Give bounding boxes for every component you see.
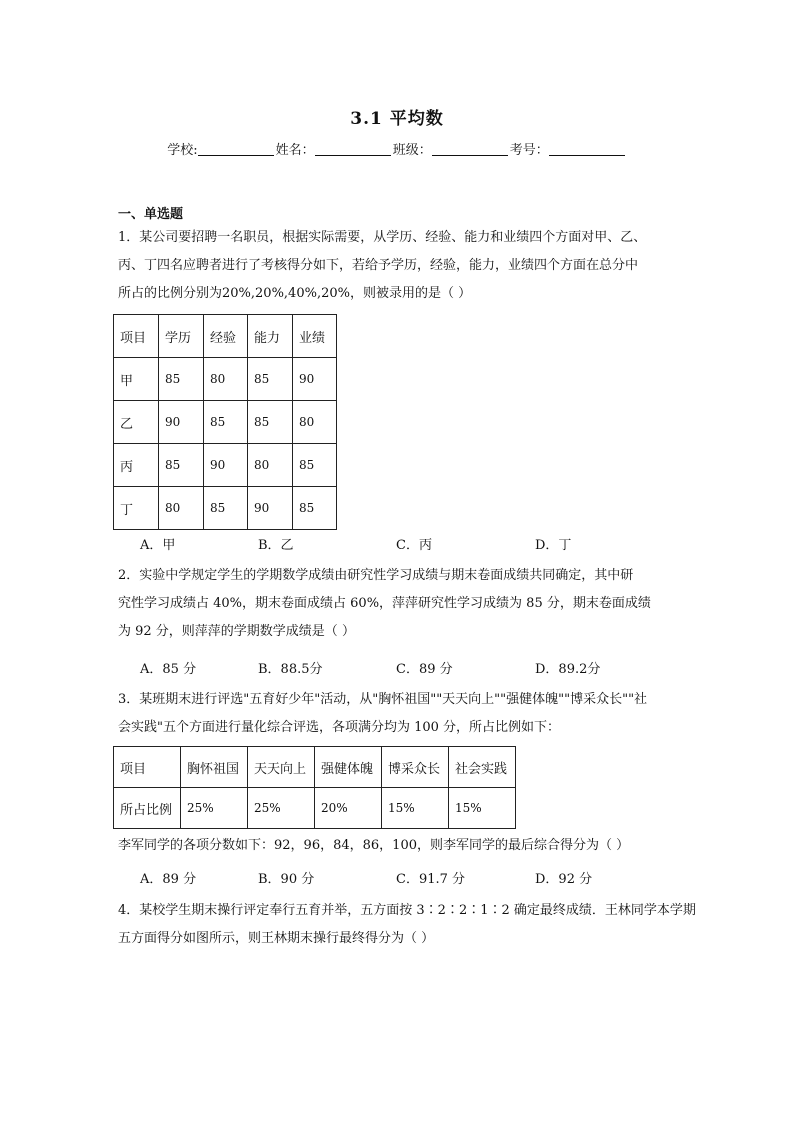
- table-cell: 乙: [114, 401, 159, 444]
- table-cell: 25%: [248, 788, 315, 829]
- table-header-cell: 经验: [204, 315, 248, 358]
- table-header-cell: 项目: [114, 315, 159, 358]
- table-cell: 85: [204, 401, 248, 444]
- table-cell: 90: [159, 401, 204, 444]
- table-cell: 80: [293, 401, 337, 444]
- question-line: 会实践"五个方面进行量化综合评选，各项满分均为 100 分，所占比例如下：: [118, 720, 561, 735]
- table-header-cell: 能力: [248, 315, 293, 358]
- table-row: [114, 444, 337, 487]
- question-2-text: [118, 562, 678, 646]
- class-label: 班级：: [392, 143, 432, 158]
- table-header-row: [114, 747, 516, 788]
- table-cell: 85: [248, 358, 293, 401]
- option-c[interactable]: C．89 分: [396, 662, 453, 677]
- table-cell: 85: [159, 444, 204, 487]
- option-d[interactable]: D．丁: [535, 538, 572, 553]
- table-cell: 所占比例: [114, 788, 181, 829]
- option-a[interactable]: A．89 分: [140, 872, 197, 887]
- exam-no-label: 考号：: [509, 143, 549, 158]
- question-2-options: [140, 658, 680, 678]
- question-line: 3．某班期末进行评选"五育好少年"活动，从"胸怀祖国""天天向上""强健体魄""博采众长""社: [118, 692, 648, 707]
- option-c[interactable]: C．91.7 分: [396, 872, 466, 887]
- table-cell: 85: [248, 401, 293, 444]
- option-a[interactable]: A．85 分: [140, 662, 197, 677]
- question-line: 为 92 分，则萍萍的学期数学成绩是（ ）: [118, 624, 355, 639]
- table-cell: 85: [159, 358, 204, 401]
- table-cell: 80: [204, 358, 248, 401]
- table-cell: 85: [204, 487, 248, 530]
- option-c[interactable]: C．丙: [396, 538, 432, 553]
- table-header-row: [114, 315, 337, 358]
- table-cell: 90: [204, 444, 248, 487]
- table-cell: 80: [248, 444, 293, 487]
- question-4-text: [118, 897, 696, 953]
- table-header-cell: 博采众长: [382, 747, 449, 788]
- question-line: 五方面得分如图所示，则王林期末操行最终得分为（ ）: [118, 931, 435, 946]
- table-row: [114, 487, 337, 530]
- question-3-text: [118, 686, 678, 742]
- question-line: 李军同学的各项分数如下：92，96，84，86，100，则李军同学的最后综合得分为（ ）: [118, 838, 630, 853]
- option-b[interactable]: B．90 分: [258, 872, 315, 887]
- option-b[interactable]: B．88.5分: [258, 662, 323, 677]
- table-cell: 15%: [449, 788, 516, 829]
- table-header-cell: 胸怀祖国: [181, 747, 248, 788]
- table-header-cell: 强健体魄: [315, 747, 382, 788]
- name-blank[interactable]: [315, 143, 391, 156]
- question-line: 2．实验中学规定学生的学期数学成绩由研究性学习成绩与期末卷面成绩共同确定，其中研: [118, 568, 634, 583]
- question-1-text: [118, 224, 678, 308]
- table-cell: 25%: [181, 788, 248, 829]
- question-3-table: [113, 746, 516, 829]
- option-b[interactable]: B．乙: [258, 538, 294, 553]
- table-cell: 15%: [382, 788, 449, 829]
- class-blank[interactable]: [432, 143, 508, 156]
- section-heading: 一、单选题: [118, 207, 184, 222]
- table-cell: 丙: [114, 444, 159, 487]
- school-label: 学校:: [167, 143, 198, 158]
- table-cell: 丁: [114, 487, 159, 530]
- question-1-options: [140, 534, 680, 554]
- table-header-cell: 业绩: [293, 315, 337, 358]
- page-title: 3.1 平均数: [350, 109, 444, 129]
- student-info-line: [0, 139, 794, 158]
- question-line: 究性学习成绩占 40%，期末卷面成绩占 60%，萍萍研究性学习成绩为 85 分，期末卷面成绩: [118, 596, 651, 611]
- table-header-cell: 社会实践: [449, 747, 516, 788]
- table-cell: 甲: [114, 358, 159, 401]
- table-row: [114, 788, 516, 829]
- option-d[interactable]: D．92 分: [535, 872, 593, 887]
- school-blank[interactable]: [198, 143, 274, 156]
- table-cell: 90: [248, 487, 293, 530]
- table-row: [114, 358, 337, 401]
- question-3-followup: [118, 832, 678, 860]
- option-d[interactable]: D．89.2分: [535, 662, 601, 677]
- table-header-cell: 项目: [114, 747, 181, 788]
- table-header-cell: 学历: [159, 315, 204, 358]
- table-cell: 80: [159, 487, 204, 530]
- question-line: 1．某公司要招聘一名职员，根据实际需要，从学历、经验、能力和业绩四个方面对甲、乙、: [118, 230, 647, 245]
- option-a[interactable]: A．甲: [140, 538, 176, 553]
- exam-no-blank[interactable]: [549, 143, 625, 156]
- table-row: [114, 401, 337, 444]
- table-cell: 20%: [315, 788, 382, 829]
- question-3-options: [140, 868, 680, 888]
- table-header-cell: 天天向上: [248, 747, 315, 788]
- question-line: 丙、丁四名应聘者进行了考核得分如下，若给予学历，经验，能力，业绩四个方面在总分中: [118, 258, 639, 273]
- table-cell: 85: [293, 487, 337, 530]
- question-line: 4．某校学生期末操行评定奉行五育并举，五方面按 3∶2∶2∶1∶2 确定最终成绩．王林同学本学期: [118, 903, 696, 918]
- table-cell: 85: [293, 444, 337, 487]
- question-1-table: [113, 314, 337, 530]
- question-line: 所占的比例分别为20%,20%,40%,20%，则被录用的是（ ）: [118, 286, 472, 301]
- table-cell: 90: [293, 358, 337, 401]
- name-label: 姓名：: [275, 143, 315, 158]
